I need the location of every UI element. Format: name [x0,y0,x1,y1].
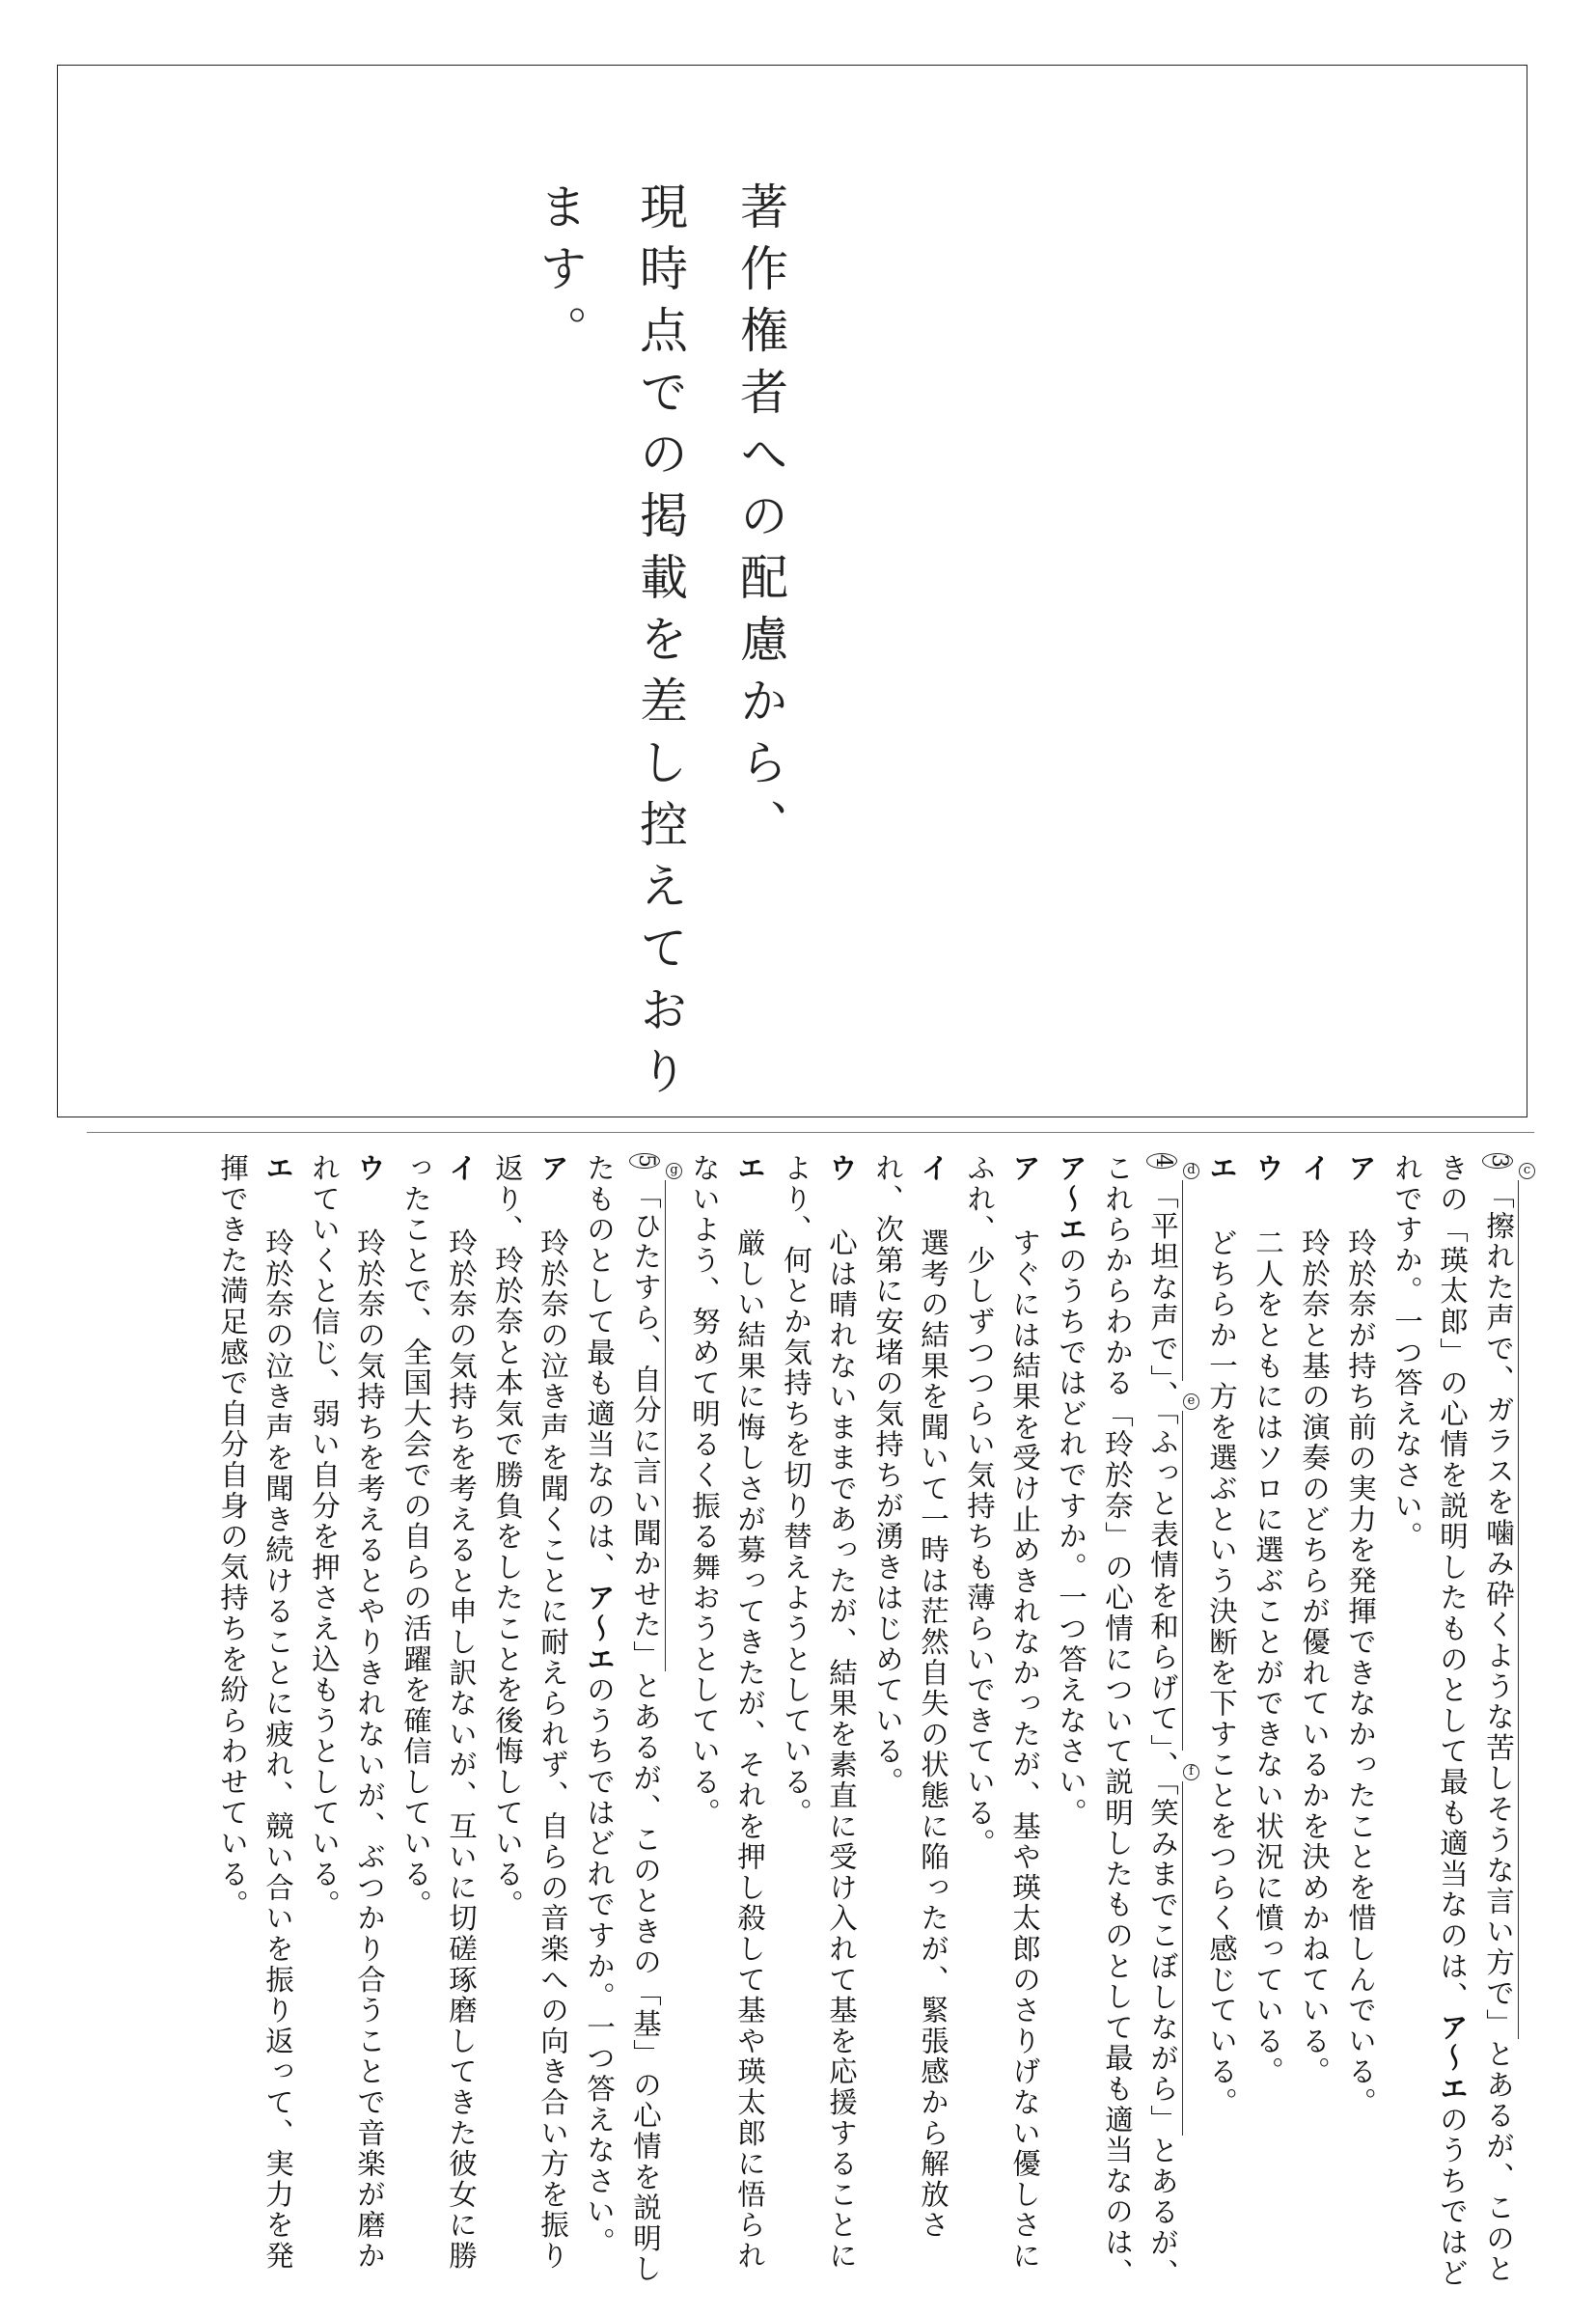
option-u [773,1153,865,2297]
option-text: 玲於奈の泣き声を聞き続けることに疲れ、競い合いを振り返って、実力を発揮できた満足感で自分自身の気持ちを紛らわせている。 [216,1153,294,2272]
stem-end: のうちではどれですか。一つ答えなさい。 [1390,1153,1469,2289]
option-a [1337,1153,1384,2297]
quote-text: 「擦れた声で、ガラスを噛み砕くような苦しそうな言い方で」 [1482,1179,1515,2040]
option-text: 玲於奈と基の演奏のどちらが優れているかを決めかねている。 [1298,1227,1331,2088]
option-i [1291,1153,1337,2297]
question-number: 3 [1482,1153,1513,1169]
option-label: ウ [1252,1153,1285,1184]
notice-line-1: 著作権者への配慮から、 [732,181,788,861]
option-label: ア [537,1153,570,1184]
option-i [393,1153,484,2297]
option-label: ウ [353,1153,387,1184]
question-4-stem [1048,1153,1196,2297]
questions-area [73,1153,1531,2297]
quote-text: 「ふっと表情を和らげて」 [1146,1411,1179,1751]
underlined-quote [629,1162,678,1671]
question-3-stem [1384,1153,1531,2297]
option-label: ア [1344,1153,1378,1184]
option-text: 玲於奈が持ち前の実力を発揮できなかったことを惜しんでいる。 [1344,1227,1377,2118]
choice-range: ア〜エ [1436,2012,1470,2105]
mark-letter: e [1183,1393,1199,1410]
stem-text: とあるが、これらからわかる「玲於奈」の心情について説明したものとして最も適当なのは、 [1101,1153,1179,2290]
option-e [681,1153,773,2297]
option-text: 心は晴れないままであったが、結果を素直に受け入れて基を応援することにより、何とか気持ちを切り替えようとしている。 [780,1153,858,2272]
option-text: 厳しい結果に悔しさが募ってきたが、それを押し殺して基や瑛太郎に悟られないよう、努めて明るく振る舞おうとしている。 [688,1153,766,2272]
option-e [209,1153,301,2297]
stem-end: のうちではどれですか。一つ答えなさい。 [1055,1245,1087,1829]
option-text: 選考の結果を聞いて一時は茫然自失の状態に陥ったが、緊張感から解放され、次第に安堵の気持ちが湧きはじめている。 [871,1153,949,2242]
question-number: 5 [629,1153,660,1169]
quote-text: 「ひたすら、自分に言い聞かせた」 [629,1179,662,1671]
underlined-quote [1146,1393,1196,1751]
question-5 [209,1153,678,2297]
option-e [1198,1153,1245,2297]
separator: 、 [1146,1751,1179,1782]
section-divider [87,1132,1534,1133]
option-i [865,1153,956,2297]
option-text: 玲於奈の気持ちを考えると申し訳ないが、互いに切磋琢磨してきた彼女に勝ったことで、全国大会での自らの活躍を確信している。 [399,1153,478,2272]
underlined-quote [1146,1764,1194,2137]
copyright-notice-box [57,65,1527,1117]
quote-text: 「笑みまでこぼしながら」 [1146,1781,1179,2137]
option-text: 玲於奈の気持ちを考えるとやりきれないが、ぶつかり合うことで音楽が磨かれていくと信じ、弱い自分を押さえ込もうとしている。 [308,1153,386,2272]
question-3 [1198,1153,1531,2297]
mark-letter: f [1183,1764,1199,1780]
option-label: イ [917,1153,950,1184]
option-label: エ [1205,1153,1239,1184]
option-label: エ [261,1153,295,1184]
option-u [301,1153,393,2297]
option-label: イ [1298,1153,1332,1184]
option-text: 二人をともにはソロに選ぶことができない状況に憤っている。 [1252,1227,1284,2088]
mark-letter: d [1183,1163,1199,1179]
option-label: イ [445,1153,479,1184]
question-number: 4 [1146,1153,1177,1169]
option-text: 玲於奈の泣き声を聞くことに耐えられず、自らの音楽への向き合い方を振り返り、玲於奈と本気で勝負をしたことを後悔している。 [491,1153,569,2272]
separator: 、 [1146,1380,1179,1412]
copyright-notice [509,181,811,1108]
stem-text: とあるが、このときの「基」の心情を説明したものとして最も適当なのは、 [583,1153,662,2285]
option-a [484,1153,576,2297]
option-label: エ [733,1153,767,1184]
question-5-stem [576,1153,678,2297]
option-text: すぐには結果を受け止めきれなかったが、基や瑛太郎のさりげない優しさにふれ、少しずつつらい気持ちも薄らいできている。 [963,1153,1041,2272]
mark-letter: c [1519,1163,1535,1179]
notice-line-2: 現時点での掲載を差し控えております。 [532,181,688,1108]
question-4 [681,1153,1196,2297]
option-label: ア [1008,1153,1042,1184]
mark-letter: g [666,1163,682,1179]
stem-end: のうちではどれですか。一つ答えなさい。 [583,1674,616,2258]
option-label: ウ [825,1153,859,1184]
choice-range: ア〜エ [583,1583,617,1675]
stem-text: とあるが、このときの「瑛太郎」の心情を説明したものとして最も適当なのは、 [1436,1153,1515,2285]
underlined-quote [1146,1162,1196,1381]
underlined-quote [1482,1162,1531,2040]
option-a [956,1153,1048,2297]
option-u [1245,1153,1291,2297]
quote-text: 「平坦な声で」 [1146,1179,1179,1381]
option-text: どちらか一方を選ぶという決断を下すことをつらく感じている。 [1205,1227,1238,2118]
choice-range: ア〜エ [1055,1153,1088,1246]
